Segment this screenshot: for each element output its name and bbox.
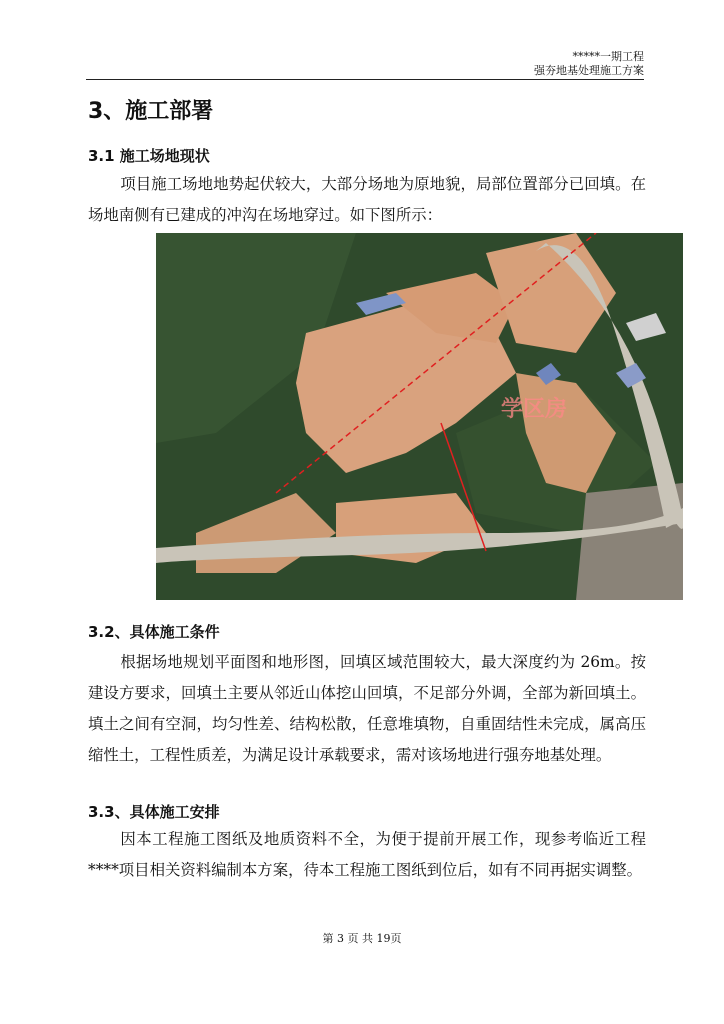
section-paragraph-3-2: 根据场地规划平面图和地形图，回填区域范围较大，最大深度约为 26m。按建设方要求，回填土主要从邻近山体挖山回填，不足部分外调，全部为新回填土。填土之间有空洞，均匀性差、结构松散，任意堆填物，自重固结性未完成，属高压缩性土，工程性质差，为满足设计承载要求，需对该场地进行强夯地基处理。 [88, 653, 646, 764]
section-heading-3-1: 3.1 施工场地现状 [88, 147, 210, 165]
section-paragraph-3-3: 因本工程施工图纸及地质资料不全，为便于提前开展工作，现参考临近工程****项目相关资料编制本方案，待本工程施工图纸到位后，如有不同再据实调整。 [88, 830, 646, 879]
page-number: 第 3 页 共 19页 [322, 932, 402, 945]
header-project-line: *****一期工程 [572, 50, 644, 63]
header-doc-line: 强夯地基处理施工方案 [534, 64, 644, 77]
section-heading-3-3: 3.3、具体施工安排 [88, 803, 220, 821]
page-header [484, 50, 644, 78]
section-paragraph-3-1: 项目施工场地地势起伏较大，大部分场地为原地貌，局部位置部分已回填。在场地南侧有已建成的冲沟在场地穿过。如下图所示： [88, 175, 646, 224]
aerial-site-photo [156, 233, 683, 600]
section-heading-3-2: 3.2、具体施工条件 [88, 623, 220, 641]
section-title: 3、施工部署 [88, 99, 214, 124]
header-divider [86, 79, 644, 80]
photo-watermark: 学区房 [501, 397, 568, 422]
